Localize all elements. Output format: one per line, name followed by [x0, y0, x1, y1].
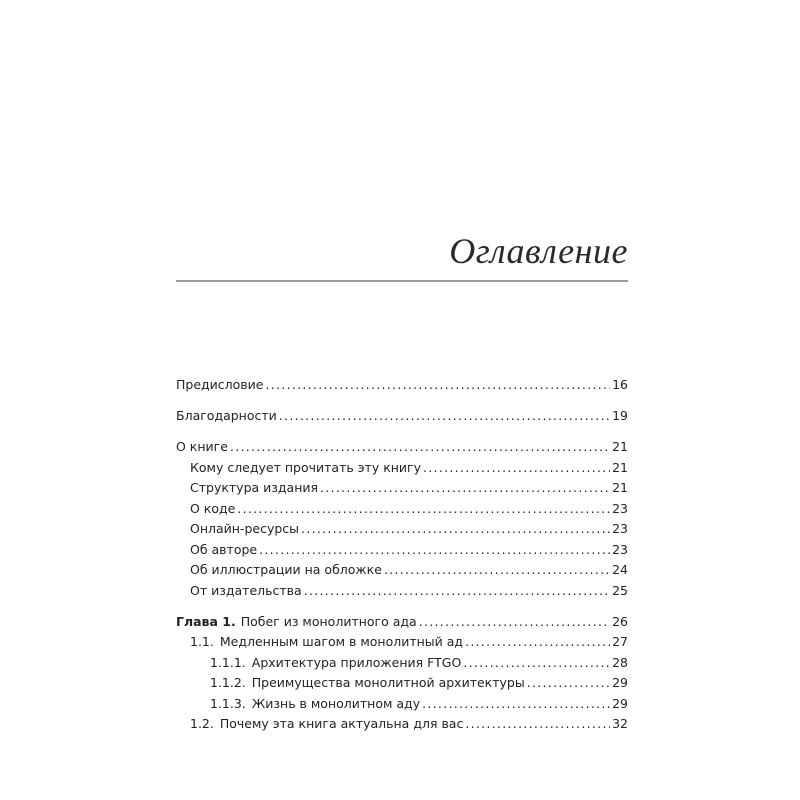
entry-title: Жизнь в монолитном аду [251, 695, 421, 711]
toc-entry [176, 499, 628, 520]
entry-page-number: 32 [612, 716, 628, 731]
entry-page-number: 23 [612, 521, 628, 536]
toc-entry [176, 673, 628, 694]
toc-entry [176, 714, 628, 735]
entry-title: Структура издания [190, 480, 319, 495]
entry-page-number: 21 [612, 480, 628, 495]
entry-title: Об иллюстрации на обложке [190, 562, 382, 577]
entry-page-number: 23 [612, 500, 628, 516]
entry-page-number: 27 [612, 634, 628, 649]
section-number: 1.2. [190, 716, 214, 731]
page-title: Оглавление [449, 231, 628, 271]
dot-leader [419, 612, 610, 633]
toc-entry [176, 560, 628, 581]
dot-leader [527, 673, 610, 694]
dot-leader [301, 519, 610, 540]
entry-page-number: 16 [612, 377, 628, 392]
dot-leader [279, 406, 610, 427]
entry-title: Предисловие [176, 377, 264, 392]
entry-title: Почему эта книга актуальна для вас [219, 716, 464, 731]
entry-title: О коде [190, 500, 236, 516]
section-number: 1.1.1. [210, 654, 246, 670]
entry-title: Медленным шагом в монолитный ад [219, 634, 464, 649]
entry-page-number: 23 [612, 541, 628, 557]
dot-leader [237, 499, 610, 520]
dot-leader [422, 694, 610, 715]
dot-leader [265, 375, 610, 396]
toc-entry [176, 375, 628, 396]
dot-leader [465, 714, 610, 735]
section-number: 1.1. [190, 634, 214, 649]
page-content [176, 0, 628, 800]
entry-page-number: 24 [612, 562, 628, 577]
toc-entry [176, 632, 628, 653]
entry-title: Архитектура приложения FTGO [251, 654, 462, 670]
entry-page-number: 19 [612, 408, 628, 423]
chapter-number: Глава 1. [176, 613, 236, 629]
toc-entry [176, 612, 628, 633]
dot-leader [304, 581, 610, 602]
toc-entry [176, 519, 628, 540]
section-number: 1.1.3. [210, 695, 246, 711]
entry-title: О книге [176, 439, 228, 454]
entry-title: Онлайн-ресурсы [190, 521, 300, 536]
entry-page-number: 21 [612, 439, 628, 454]
toc-entry [176, 437, 628, 458]
dot-leader [423, 458, 610, 479]
dot-leader [463, 653, 610, 674]
entry-title: От издательства [190, 582, 302, 598]
entry-page-number: 29 [612, 695, 628, 711]
dot-leader [320, 478, 610, 499]
dot-leader [465, 632, 610, 653]
entry-page-number: 25 [612, 582, 628, 598]
entry-title: Кому следует прочитать эту книгу [190, 459, 422, 475]
toc-entry [176, 653, 628, 674]
toc-entry [176, 458, 628, 479]
section-number: 1.1.2. [210, 675, 246, 690]
dot-leader [230, 437, 610, 458]
toc-entry [176, 694, 628, 715]
entry-title: Побег из монолитного ада [240, 613, 417, 629]
entry-title: Преимущества монолитной архитектуры [251, 675, 525, 690]
toc-entry [176, 581, 628, 602]
entry-page-number: 29 [612, 675, 628, 690]
title-rule [176, 280, 628, 282]
dot-leader [259, 540, 610, 561]
toc-entry [176, 406, 628, 427]
toc-entry [176, 540, 628, 561]
dot-leader [384, 560, 610, 581]
toc-entry [176, 478, 628, 499]
entry-title: Об авторе [190, 541, 258, 557]
entry-title: Благодарности [176, 408, 277, 423]
entry-page-number: 28 [612, 654, 628, 670]
entry-page-number: 26 [612, 613, 628, 629]
entry-page-number: 21 [612, 459, 628, 475]
table-of-contents [176, 375, 628, 735]
